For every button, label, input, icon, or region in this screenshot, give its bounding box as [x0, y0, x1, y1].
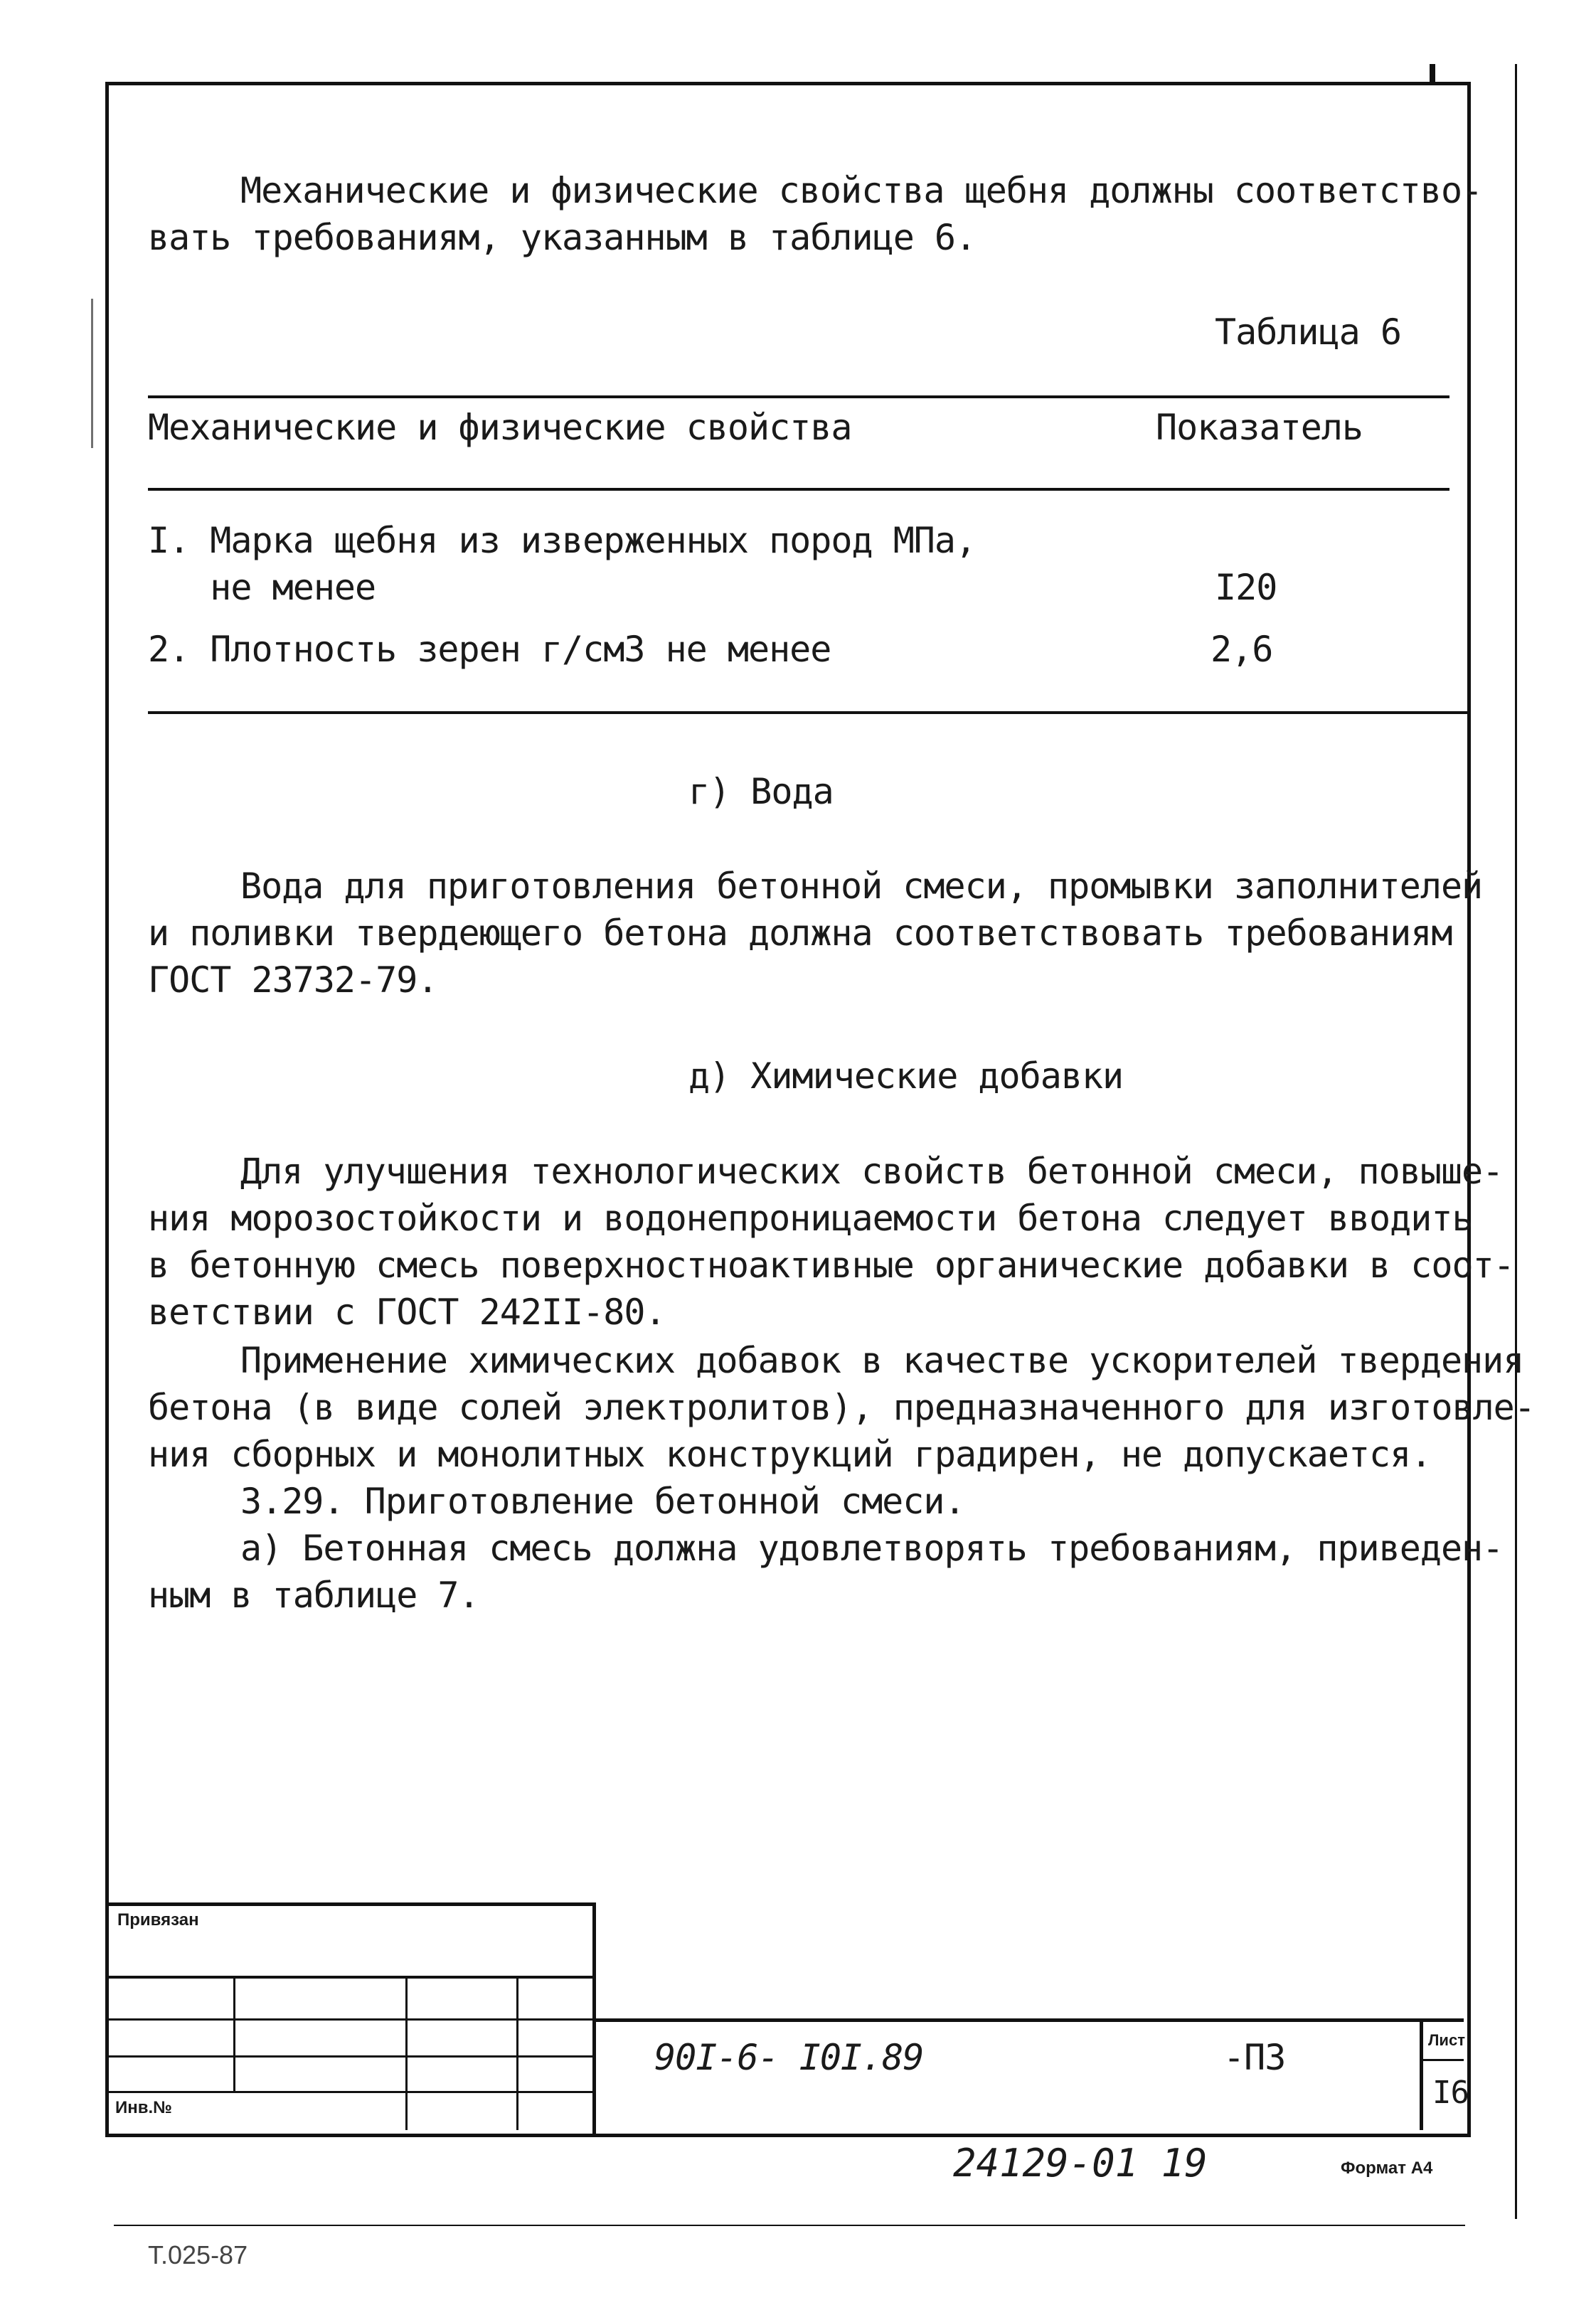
sheet-number: I6 — [1432, 2075, 1469, 2111]
table-bottom-rule — [148, 711, 1471, 714]
section-d-p2-line-1: Применение химических добавок в качестве ускорителей твердения — [240, 1340, 1524, 1381]
sheet-label: Лист — [1428, 2031, 1465, 2049]
stamp-code: Т.025-87 — [148, 2240, 248, 2269]
table-header-property: Механические и физические свойства — [148, 407, 852, 448]
sheet-box-divider — [1420, 2059, 1464, 2061]
table-header-rule — [148, 488, 1449, 491]
section-g-paragraph — [148, 863, 1482, 1004]
section-d-p1-line-2: ния морозостойкости и водонепроницаемости бетона следует вводить — [148, 1198, 1473, 1239]
table-row-2-value: 2,6 — [1211, 629, 1273, 670]
section-d-paragraph-2 — [148, 1337, 1535, 1619]
top-tick — [1430, 64, 1435, 84]
stamp-row-line-3 — [109, 2055, 596, 2058]
stamp-main-top-line — [592, 2018, 1464, 2022]
right-margin-line — [1515, 64, 1517, 2219]
binding-mark — [91, 299, 93, 448]
doc-code: 90I-6- I0I.89 — [654, 2037, 924, 2078]
table-header-value: Показатель — [1156, 407, 1363, 448]
stamp-col-line-1 — [233, 1976, 235, 2093]
intro-line-1: Механические и физические свойства щебня должны соответство- — [240, 170, 1483, 211]
item-a-line-1: а) Бетонная смесь должна удовлетворять требованиям, приведен- — [240, 1528, 1504, 1569]
table-row-1-value: I20 — [1215, 567, 1277, 608]
doc-suffix: -ПЗ — [1223, 2037, 1286, 2078]
section-g-line-3: ГОСТ 23732-79. — [148, 959, 438, 1001]
intro-paragraph — [148, 167, 1482, 261]
section-d-p2-line-3: ния сборных и монолитных конструкций градирен, не допускается. — [148, 1434, 1432, 1475]
item-3-29: 3.29. Приготовление бетонной смеси. — [240, 1481, 965, 1522]
section-d-p2-line-2: бетона (в виде солей электролитов), предназначенного для изготовле- — [148, 1387, 1535, 1428]
stamp-row-line-4 — [109, 2091, 596, 2093]
stamp-row-line-2 — [109, 2018, 596, 2021]
handwritten-number: 24129-01 19 — [953, 2141, 1208, 2186]
item-a-line-2: ным в таблице 7. — [148, 1575, 479, 1616]
table-row-2-label: 2. Плотность зерен г/см3 не менее — [148, 629, 831, 670]
section-g-line-2: и поливки твердеющего бетона должна соответствовать требованиям — [148, 912, 1452, 954]
section-g-heading: г) Вода — [688, 771, 834, 812]
section-d-p1-line-1: Для улучшения технологических свойств бетонной смеси, повыше- — [240, 1151, 1504, 1192]
page-frame — [105, 82, 1471, 2137]
format-label: Формат А4 — [1341, 2159, 1433, 2178]
section-d-p1-line-3: в бетонную смесь поверхностноактивные органические добавки в соот- — [148, 1245, 1514, 1286]
table-top-rule — [148, 395, 1449, 398]
section-d-paragraph-1 — [148, 1148, 1514, 1336]
stamp-col-line-2 — [405, 1976, 408, 2130]
table-row-1-line-2: не менее — [148, 567, 376, 608]
table-row-1-line-1: I. Марка щебня из изверженных пород МПа, — [148, 520, 977, 561]
section-g-line-1: Вода для приготовления бетонной смеси, промывки заполнителей — [240, 866, 1483, 907]
section-d-heading: д) Химические добавки — [688, 1055, 1124, 1097]
stamp-row-line-1 — [109, 1976, 596, 1979]
intro-line-2: вать требованиям, указанным в таблице 6. — [148, 217, 977, 258]
footer-rule — [114, 2225, 1465, 2226]
inv-label: Инв.№ — [115, 2098, 172, 2117]
stamp-col-line-3 — [516, 1976, 518, 2130]
table-caption: Таблица 6 — [1215, 312, 1401, 353]
privyazan-label: Привязан — [117, 1910, 199, 1930]
section-d-p1-line-4: ветствии с ГОСТ 242II-80. — [148, 1292, 666, 1333]
